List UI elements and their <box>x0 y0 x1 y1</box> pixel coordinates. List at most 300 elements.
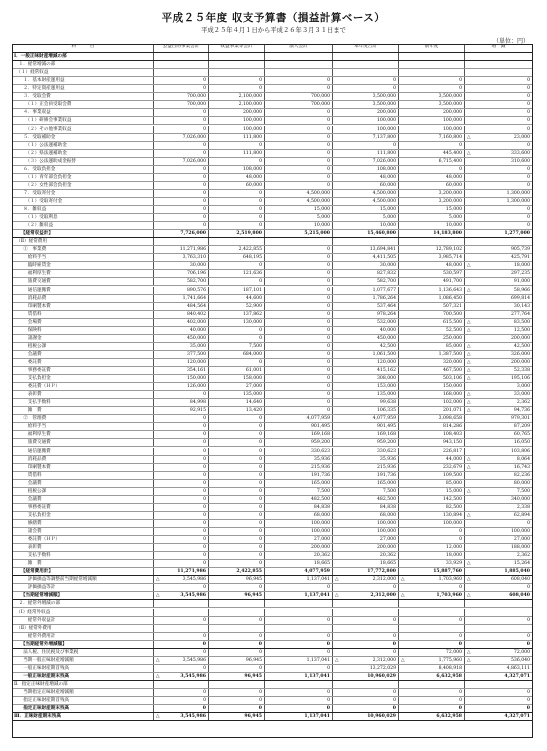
row-value: 42,500 <box>333 343 399 350</box>
table-row <box>13 343 532 351</box>
row-value: 901,495 <box>333 423 399 430</box>
table-row <box>13 536 532 544</box>
row-value: 0 <box>333 617 399 624</box>
negative-triangle-icon: △ <box>335 657 339 663</box>
row-value: 0 <box>265 174 333 181</box>
row-value: 6,632,958 <box>399 713 465 720</box>
row-value: 0 <box>154 665 209 672</box>
row-value: 0 <box>265 343 333 350</box>
unit-label: （単位：円） <box>492 38 529 45</box>
row-value: 0 <box>209 584 265 591</box>
negative-triangle-icon: △ <box>467 134 471 140</box>
row-value: 615,500 <box>399 319 465 326</box>
row-value: 0 <box>527 223 530 229</box>
row-value: 30,143 <box>513 303 530 309</box>
row-value: 0 <box>154 198 209 205</box>
row-value: 0 <box>527 118 530 124</box>
row-value: 0 <box>265 649 333 656</box>
row-value: 0 <box>265 335 333 342</box>
row-label: 一般正味財産期首残高 <box>13 665 154 672</box>
row-value: 0 <box>154 174 209 181</box>
row-value <box>154 61 209 68</box>
row-value: 0 <box>154 560 209 567</box>
row-value: 3,500,000 <box>399 93 465 100</box>
row-value <box>399 681 465 688</box>
row-value: 450,000 <box>154 335 209 342</box>
row-label: 諸謝金 <box>13 335 154 342</box>
row-value: 648,195 <box>209 254 265 261</box>
row-value: 0 <box>399 705 465 712</box>
row-value <box>265 53 333 60</box>
row-value <box>333 61 399 68</box>
row-value <box>465 609 532 616</box>
table-row <box>13 367 532 375</box>
row-label: （１）正会員受取会費 <box>13 101 154 108</box>
row-value: 0 <box>209 697 265 704</box>
row-value: 0 <box>154 705 209 712</box>
row-value: 10,960,029 <box>333 713 399 720</box>
row-value: 120,000 <box>333 359 399 366</box>
row-value: 0 <box>265 584 333 591</box>
row-label: 租税公課 <box>13 343 154 350</box>
negative-triangle-icon: △ <box>156 657 160 663</box>
row-value: 87,209 <box>513 424 530 430</box>
row-label: 給料手当 <box>13 423 154 430</box>
row-value <box>333 238 399 245</box>
row-value: 10,000 <box>265 222 333 229</box>
row-value: 402,000 <box>154 319 209 326</box>
row-label: 会場費 <box>13 319 154 326</box>
row-value: 0 <box>527 142 530 148</box>
row-value: 0 <box>399 77 465 84</box>
row-label: 給料手当 <box>13 254 154 261</box>
row-value: 92,915 <box>154 407 209 414</box>
row-value: 44,000 <box>399 456 465 463</box>
row-label: 雑 費 <box>13 407 154 414</box>
row-value: 27,000 <box>333 536 399 543</box>
row-value: 0 <box>209 456 265 463</box>
row-value: △ 58,966 <box>467 287 530 293</box>
negative-triangle-icon: △ <box>467 464 471 470</box>
row-value: △ 326,000 <box>467 351 530 357</box>
row-value: 2,519,800 <box>209 230 265 237</box>
row-value: 2,100,000 <box>209 93 265 100</box>
row-label: 保険料 <box>13 327 154 334</box>
table-row <box>13 142 532 150</box>
row-label: 会議費 <box>13 351 154 358</box>
row-value: 4,327,071 <box>504 673 530 679</box>
row-label: 指定正味財産期首残高 <box>13 697 154 704</box>
row-value: 0 <box>209 448 265 455</box>
row-value: △ 3,545,986 <box>154 657 209 664</box>
table-row <box>13 351 532 359</box>
row-value <box>154 600 209 607</box>
row-value: 0 <box>333 641 399 648</box>
table-row <box>13 287 532 295</box>
row-value: 3,763,310 <box>154 254 209 261</box>
row-value: 7,500 <box>333 488 399 495</box>
row-value: 200,000 <box>511 335 530 341</box>
table-row <box>13 609 532 617</box>
row-label: 支払手数料 <box>13 552 154 559</box>
row-value: 0 <box>265 158 333 165</box>
table-row <box>13 53 532 61</box>
row-value: 60,000 <box>209 182 265 189</box>
row-label: 指定正味財産期末残高 <box>13 705 154 712</box>
row-value: 7,500 <box>265 488 333 495</box>
row-value: 150,000 <box>154 375 209 382</box>
table-row <box>13 166 532 174</box>
row-label: （Ⅰ）経常外収益 <box>13 609 154 616</box>
row-value: 4,500,000 <box>333 190 399 197</box>
row-value: 1,885,040 <box>504 569 530 575</box>
table-row <box>13 544 532 552</box>
row-value: 7,026,000 <box>333 158 399 165</box>
row-value <box>333 625 399 632</box>
row-label: （１）受取寄付金 <box>13 198 154 205</box>
row-value: △ 33,000 <box>467 392 530 398</box>
row-value: 68,000 <box>333 512 399 519</box>
row-label: Ⅲ．正味財産期末残高 <box>13 713 154 720</box>
row-label: 消耗品費 <box>13 295 154 302</box>
row-label: 旅費交通費 <box>13 439 154 446</box>
row-value: 445,400 <box>399 150 465 157</box>
row-value <box>209 69 265 76</box>
row-label: 臨時雇賃金 <box>13 262 154 269</box>
row-value: 7,026,000 <box>154 158 209 165</box>
row-value: 0 <box>265 633 333 640</box>
row-value: 0 <box>399 633 465 640</box>
row-value: 27,000 <box>265 536 333 543</box>
row-value: 103,806 <box>511 448 530 454</box>
row-value: 40,000 <box>154 327 209 334</box>
row-value: 165,000 <box>265 480 333 487</box>
table-row <box>13 303 532 311</box>
row-value <box>265 681 333 688</box>
row-value: △ 62,894 <box>467 512 530 518</box>
row-value: 0 <box>154 391 209 398</box>
row-value: 2,338 <box>516 504 530 510</box>
negative-triangle-icon: △ <box>467 456 471 462</box>
row-value: 168,000 <box>399 391 465 398</box>
row-value: 100,000 <box>209 117 265 124</box>
row-value: 1,300,000 <box>506 190 530 196</box>
row-value: 126,000 <box>154 383 209 390</box>
row-value: △ 3,545,986 <box>154 592 209 599</box>
row-value: △ 1,703,960 <box>399 576 465 583</box>
row-value: 0 <box>265 391 333 398</box>
row-value: 200,000 <box>333 109 399 116</box>
row-value: 0 <box>154 214 209 221</box>
row-value: 0 <box>154 520 209 527</box>
row-value: 169,168 <box>265 431 333 438</box>
table-row <box>13 359 532 367</box>
row-value: 340,000 <box>511 496 530 502</box>
row-value: △ 16,743 <box>467 464 530 470</box>
row-value <box>399 609 465 616</box>
row-value <box>265 625 333 632</box>
table-row <box>13 222 532 230</box>
row-value: 943,150 <box>399 439 465 446</box>
row-value: 150,000 <box>399 383 465 390</box>
row-label: Ⅱ．指定正味財産増減の部 <box>13 681 154 688</box>
row-value <box>154 681 209 688</box>
row-label: 事務委託費 <box>13 367 154 374</box>
row-value: 3,098,658 <box>399 415 465 422</box>
table-row <box>13 504 532 512</box>
row-value: 0 <box>265 246 333 253</box>
row-value <box>465 681 532 688</box>
row-label: （２）県法運補助金 <box>13 150 154 157</box>
row-value: 30,000 <box>333 262 399 269</box>
row-value: 0 <box>399 641 465 648</box>
row-label: （３）公法運助成金振替 <box>13 158 154 165</box>
row-value: 0 <box>265 617 333 624</box>
row-label: 通信運搬費 <box>13 287 154 294</box>
row-label: 支払負担金 <box>13 375 154 382</box>
row-value: 0 <box>265 311 333 318</box>
row-value: 18,665 <box>265 560 333 567</box>
row-value: 0 <box>209 480 265 487</box>
row-value: 14,640 <box>209 399 265 406</box>
row-value: △ 608,040 <box>467 593 530 599</box>
column-header: 法人会計 <box>265 45 333 52</box>
row-value: 582,700 <box>333 278 399 285</box>
table-row <box>13 713 532 721</box>
row-label: 法人税、住民税及び事業税 <box>13 649 154 656</box>
row-value: △ 1,703,960 <box>399 592 465 599</box>
negative-triangle-icon: △ <box>467 368 471 373</box>
row-value: 48,000 <box>399 262 465 269</box>
row-value: 15,000 <box>399 206 465 213</box>
row-value: 4,077,959 <box>333 415 399 422</box>
table-row <box>13 512 532 520</box>
row-value: 100,000 <box>399 520 465 527</box>
row-value: 0 <box>209 617 265 624</box>
table-row <box>13 190 532 198</box>
table-row <box>13 117 532 125</box>
row-value: 12,000 <box>399 544 465 551</box>
row-value: 415,162 <box>333 367 399 374</box>
row-value: 15,000 <box>399 488 465 495</box>
row-value: 60,000 <box>333 182 399 189</box>
row-value: 4,500,000 <box>265 190 333 197</box>
table-row <box>13 600 532 608</box>
row-label: 【当期経常外増減額】 <box>13 641 154 648</box>
row-value: 84,998 <box>154 399 209 406</box>
row-value: 4,411,505 <box>333 254 399 261</box>
row-value: 901,495 <box>265 423 333 430</box>
row-value: 0 <box>527 690 530 695</box>
row-value <box>265 61 333 68</box>
row-value: 10,960,029 <box>333 673 399 680</box>
row-value: 102,000 <box>399 399 465 406</box>
negative-triangle-icon: △ <box>467 327 471 333</box>
row-label: ７．受取寄付金 <box>13 190 154 197</box>
row-value <box>154 238 209 245</box>
table-row <box>13 528 532 536</box>
row-value <box>465 238 532 245</box>
row-value <box>154 625 209 632</box>
row-value: △ 2,362 <box>467 400 530 406</box>
row-value: 1,077,677 <box>333 287 399 294</box>
row-value: 0 <box>527 207 530 212</box>
row-value: 3,000 <box>516 384 530 390</box>
row-value: 0 <box>154 480 209 487</box>
row-value: 96,945 <box>209 592 265 599</box>
row-value: 215,936 <box>333 464 399 471</box>
table-row <box>13 391 532 399</box>
row-value: 0 <box>154 423 209 430</box>
table-row <box>13 383 532 391</box>
row-value: 226,817 <box>399 448 465 455</box>
table-row <box>13 576 532 584</box>
table-row <box>13 254 532 262</box>
row-value: △ 200,000 <box>467 359 530 365</box>
row-value: 0 <box>209 327 265 334</box>
row-value: 0 <box>154 544 209 551</box>
row-value: 0 <box>265 327 333 334</box>
table-row <box>13 584 532 592</box>
row-value: 4,863,111 <box>506 665 530 671</box>
negative-triangle-icon: △ <box>156 714 160 720</box>
row-value: 0 <box>209 528 265 535</box>
row-value: 0 <box>154 448 209 455</box>
row-value: △ 94,736 <box>467 408 530 414</box>
row-value: 111,800 <box>209 134 265 141</box>
row-value <box>333 609 399 616</box>
row-value: 0 <box>209 77 265 84</box>
row-value: 7,137,800 <box>333 134 399 141</box>
row-value: 0 <box>265 697 333 704</box>
table-header-row <box>13 45 532 53</box>
row-value: 99,638 <box>333 399 399 406</box>
row-value: 706,196 <box>154 270 209 277</box>
row-value: 30,000 <box>154 262 209 269</box>
table-row <box>13 560 532 568</box>
row-value: △ 608,040 <box>467 577 530 583</box>
row-value: △ 23,000 <box>467 134 530 140</box>
row-value: 700,000 <box>265 93 333 100</box>
row-value: 0 <box>265 134 333 141</box>
row-value: 0 <box>209 439 265 446</box>
negative-triangle-icon: △ <box>467 359 471 365</box>
negative-triangle-icon: △ <box>401 577 405 583</box>
row-value: 153,000 <box>333 383 399 390</box>
row-value: △ 536,040 <box>467 657 530 663</box>
row-value: 135,000 <box>333 391 399 398</box>
row-value: 0 <box>154 697 209 704</box>
row-value <box>209 681 265 688</box>
table-row <box>13 496 532 504</box>
row-value: 18,665 <box>333 560 399 567</box>
row-value: 14,183,800 <box>399 230 465 237</box>
column-header: 前年度 <box>399 45 465 52</box>
table-row <box>13 270 532 278</box>
row-value: 0 <box>333 85 399 92</box>
row-value: 2,100,000 <box>209 101 265 108</box>
row-value: 0 <box>154 633 209 640</box>
table-row <box>13 327 532 335</box>
row-label: 委託費（ＨＰ） <box>13 536 154 543</box>
negative-triangle-icon: △ <box>335 577 339 583</box>
row-value: 0 <box>399 166 465 173</box>
row-label: 当期指定正味財産増減額 <box>13 689 154 696</box>
row-value: 0 <box>399 689 465 696</box>
row-value <box>399 238 465 245</box>
row-value: 2,422,855 <box>209 568 265 575</box>
row-value: 0 <box>265 351 333 358</box>
table-row <box>13 705 532 713</box>
row-value: 3,500,000 <box>333 93 399 100</box>
row-value: 15,460,800 <box>333 230 399 237</box>
row-value: 0 <box>154 85 209 92</box>
row-value: 0 <box>265 407 333 414</box>
negative-triangle-icon: △ <box>467 392 471 398</box>
row-value: 11,271,986 <box>154 246 209 253</box>
row-value: △ 195,106 <box>467 376 530 382</box>
row-value: 158,000 <box>209 375 265 382</box>
row-value <box>333 53 399 60</box>
row-value: 100,000 <box>399 117 465 124</box>
row-value: 0 <box>333 649 399 656</box>
table-row <box>13 552 532 560</box>
row-value <box>265 600 333 607</box>
row-value: 1,277,000 <box>504 231 530 237</box>
row-value: 0 <box>265 85 333 92</box>
row-value: 0 <box>526 641 530 647</box>
row-value <box>154 53 209 60</box>
row-value: 8,408,918 <box>399 665 465 672</box>
row-value <box>265 69 333 76</box>
row-value: 503,106 <box>399 375 465 382</box>
row-value: 0 <box>154 109 209 116</box>
row-value: 121,636 <box>209 270 265 277</box>
row-label: ２．経常外増減の部 <box>13 600 154 607</box>
row-value: 135,000 <box>209 391 265 398</box>
row-value: 6,715,400 <box>399 158 465 165</box>
row-value: 0 <box>154 456 209 463</box>
table-row <box>13 472 532 480</box>
row-value: 959,200 <box>265 439 333 446</box>
row-value: 0 <box>154 528 209 535</box>
row-label: （１）公法運補助金 <box>13 142 154 149</box>
row-value: 0 <box>154 77 209 84</box>
row-value: 7,160,800 <box>399 134 465 141</box>
row-value <box>399 53 465 60</box>
row-value: △ 15,264 <box>467 561 530 567</box>
row-value <box>333 600 399 607</box>
row-value: 191,736 <box>265 472 333 479</box>
row-value: 1,137,041 <box>265 657 333 664</box>
row-value: 0 <box>154 536 209 543</box>
negative-triangle-icon: △ <box>467 319 471 325</box>
negative-triangle-icon: △ <box>467 263 471 269</box>
row-value: 959,200 <box>333 439 399 446</box>
table-row <box>13 439 532 447</box>
table-row <box>13 399 532 407</box>
row-value: △ 72,000 <box>467 649 530 655</box>
row-value: 18,000 <box>399 552 465 559</box>
row-value: 111,800 <box>209 150 265 157</box>
row-value: 137,862 <box>209 311 265 318</box>
table-row <box>13 633 532 641</box>
row-value <box>333 681 399 688</box>
row-value: 142,500 <box>399 496 465 503</box>
row-value: 27,000 <box>513 537 530 543</box>
row-value: 0 <box>527 633 530 639</box>
row-value <box>465 69 532 76</box>
